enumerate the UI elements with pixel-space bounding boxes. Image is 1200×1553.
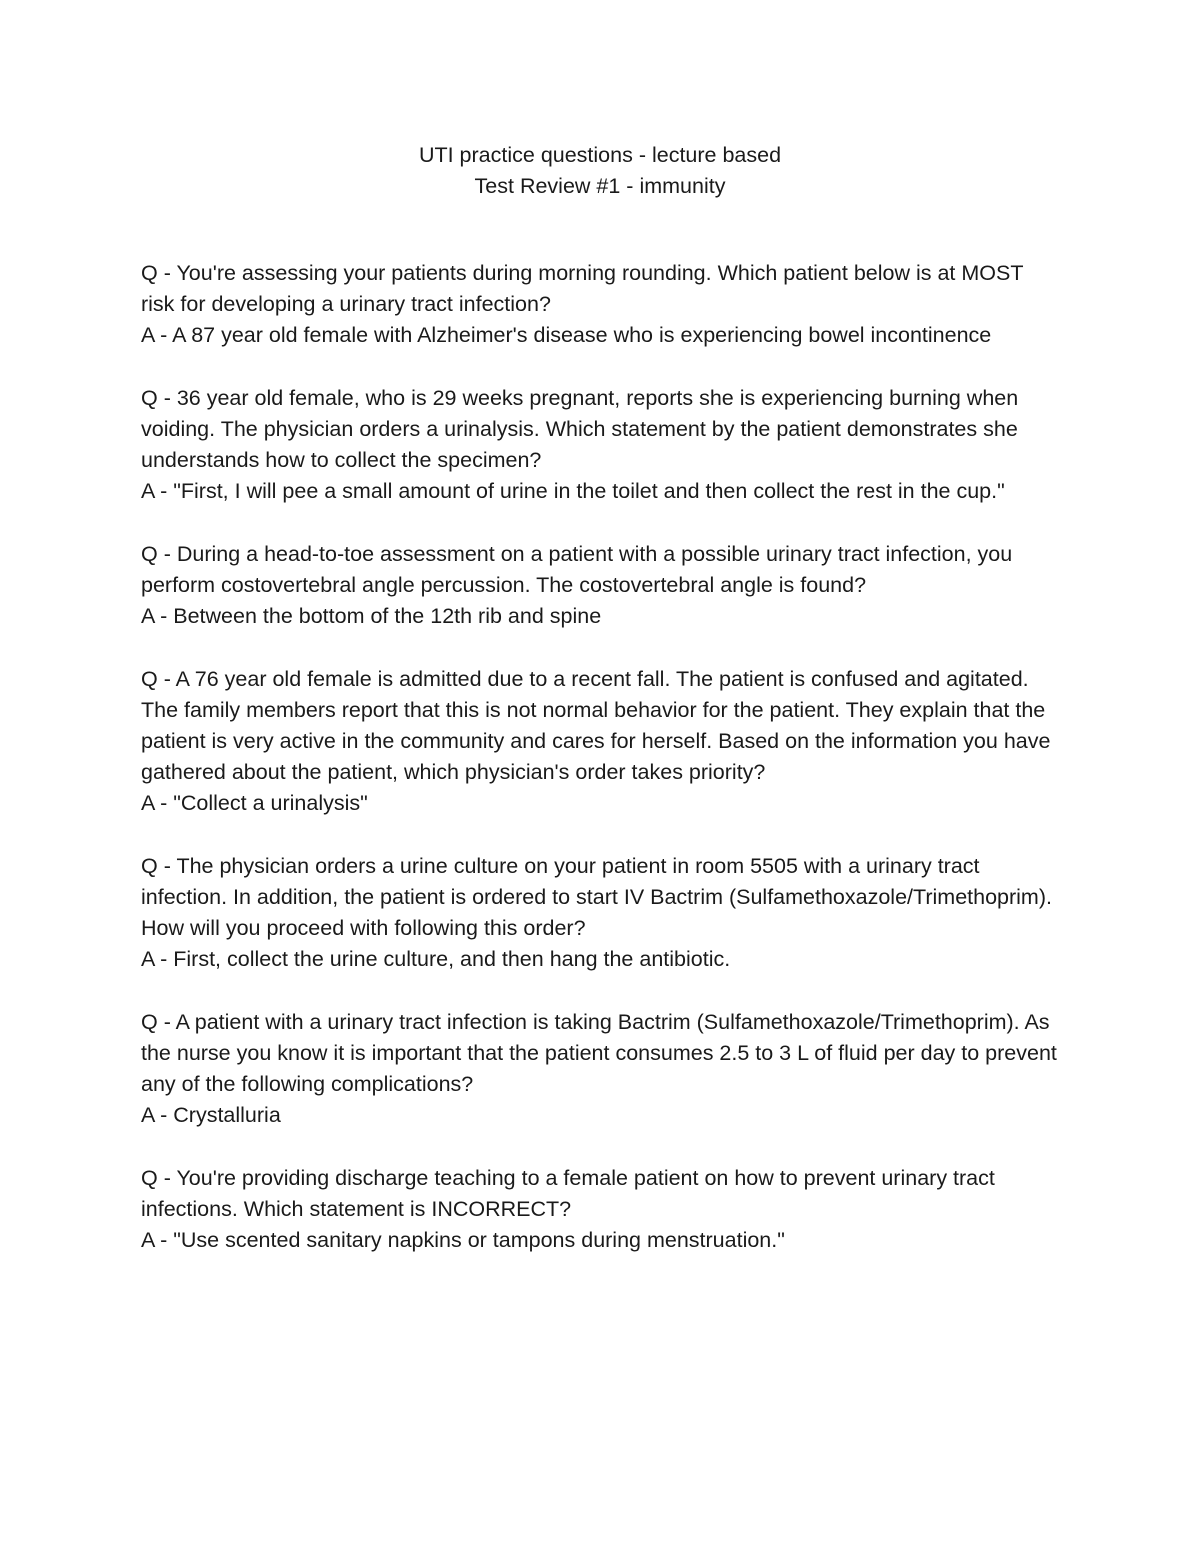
answer-text: A - "First, I will pee a small amount of urine in the toilet and then collect the rest in the cup." [141,479,1005,504]
question-text: Q - You're providing discharge teaching to a female patient on how to prevent urinary tract infections. Which statement is INCORRECT? [141,1165,995,1221]
question-text: Q - During a head-to-toe assessment on a patient with a possible urinary tract infection, you perform costovertebral angle percussion. The costovertebral angle is found? [141,541,1013,597]
document-title: UTI practice questions - lecture based [418,143,782,167]
question-text: Q - A patient with a urinary tract infection is taking Bactrim (Sulfamethoxazole/Trimethoprim). As the nurse you know it is important that the patient consumes 2.5 to 3 L of fluid per day to prevent any of the following complications? [141,1009,1057,1097]
answer-text: A - "Use scented sanitary napkins or tampons during menstruation." [141,1228,785,1253]
question-text: Q - You're assessing your patients during morning rounding. Which patient below is at MOST risk for developing a urinary tract infection? [141,261,1024,317]
answer-text: A - A 87 year old female with Alzheimer's disease who is experiencing bowel incontinence [141,323,992,348]
qa-item [141,539,1061,633]
qa-item [141,851,1061,976]
question-list [141,258,1061,1288]
qa-item [141,258,1061,352]
document-subtitle: Test Review #1 - immunity [474,174,726,199]
question-text: Q - A 76 year old female is admitted due to a recent fall. The patient is confused and agitated. The family members report that this is not normal behavior for the patient. They explain that the patient is very active in the community and cares for herself. Based on the information you have gathered about the patient, which physician's order takes priority? [141,666,1051,785]
answer-text: A - Crystalluria [141,1103,281,1128]
qa-item [141,664,1061,820]
question-text: Q - The physician orders a urine culture on your patient in room 5505 with a urinary tract infection. In addition, the patient is ordered to start IV Bactrim (Sulfamethoxazole/Trimethoprim). How will you proceed with following this order? [141,853,1052,941]
qa-item [141,1007,1061,1132]
answer-text: A - First, collect the urine culture, and then hang the antibiotic. [141,947,731,972]
question-text: Q - 36 year old female, who is 29 weeks pregnant, reports she is experiencing burning when voiding. The physician orders a urinalysis. Which statement by the patient demonstrates she understands how to collect the specimen? [141,385,1019,473]
answer-text: A - "Collect a urinalysis" [141,791,368,816]
qa-item [141,383,1061,508]
answer-text: A - Between the bottom of the 12th rib and spine [141,604,602,629]
document-title-block [0,140,1200,202]
qa-item [141,1163,1061,1257]
